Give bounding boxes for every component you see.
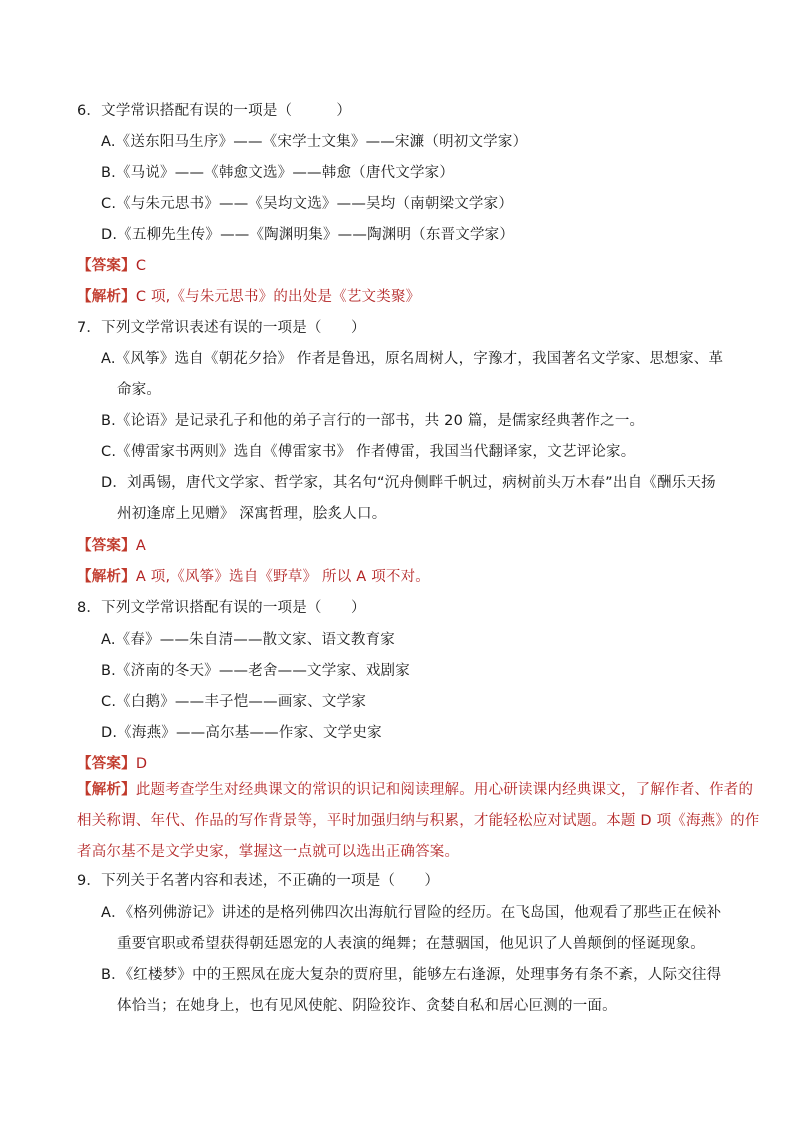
q8-analysis-line-2: 相关称谓、年代、作品的写作背景等，平时加强归纳与积累，才能轻松应对试题。本题 D 项《海燕》的作 (77, 813, 760, 829)
q6-option-d: D.《五柳先生传》——《陶渊明集》——陶渊明（东晋文学家） (101, 227, 515, 243)
answer-value: C (135, 258, 147, 274)
q6-option-c: C.《与朱元思书》——《吴均文选》——吴均（南朝梁文学家） (101, 196, 514, 212)
q8-stem: 8．下列文学常识搭配有误的一项是（ ） (77, 600, 366, 616)
q6-option-b: B.《马说》——《韩愈文选》——韩愈（唐代文学家） (101, 165, 455, 181)
q8-answer (77, 754, 147, 774)
q7-option-a: A.《风筝》选自《朝花夕拾》 作者是鲁迅，原名周树人，字豫才，我国著名文学家、思想家、革 (101, 351, 724, 367)
q6-option-a: A.《送东阳马生序》——《宋学士文集》——宋濂（明初文学家） (101, 134, 528, 150)
q9-option-b: B．《红楼梦》中的王熙凤在庞大复杂的贾府里，能够左右逢源，处理事务有条不紊，人际交往得 (101, 967, 722, 983)
q7-option-d-cont: 州初逢席上见赠》 深寓哲理，脍炙人口。 (117, 506, 387, 522)
analysis-tag: 【解析】 (77, 289, 136, 305)
q7-answer (77, 536, 146, 556)
q7-option-c: C.《傅雷家书两则》选自《傅雷家书》 作者傅雷，我国当代翻译家，文艺评论家。 (101, 444, 636, 460)
q6-stem: 6．文学常识搭配有误的一项是（ ） (77, 103, 352, 119)
q8-analysis-line-3: 者高尔基不是文学史家，掌握这一点就可以选出正确答案。 (77, 844, 460, 860)
q9-option-a: A．《格列佛游记》讲述的是格列佛四次出海航行冒险的经历。在飞岛国，他观看了那些正在候补 (101, 905, 722, 921)
answer-tag: 【答案】 (77, 756, 136, 772)
q7-option-d: D．刘禹锡，唐代文学家、哲学家，其名句“沉舟侧畔千帆过，病树前头万木春”出自《酬乐天扬 (101, 475, 716, 491)
q8-option-b: B.《济南的冬天》——老舍——文学家、戏剧家 (101, 663, 410, 679)
q8-option-a: A.《春》——朱自清——散文家、语文教育家 (101, 632, 395, 648)
q9-stem: 9．下列关于名著内容和表述，不正确的一项是（ ） (77, 873, 440, 889)
q6-answer (77, 256, 146, 276)
analysis-tag: 【解析】 (77, 782, 136, 798)
q7-option-b: B.《论语》是记录孔子和他的弟子言行的一部书，共 20 篇，是儒家经典著作之一。 (101, 413, 645, 429)
q7-option-a-cont: 命家。 (117, 382, 162, 398)
analysis-tag: 【解析】 (77, 569, 136, 585)
q8-option-c: C.《白鹅》——丰子恺——画家、文学家 (101, 694, 367, 710)
q7-stem: 7．下列文学常识表述有误的一项是（ ） (77, 320, 366, 336)
q8-analysis (77, 780, 753, 800)
q7-analysis (77, 567, 430, 587)
q8-option-d: D.《海燕》——高尔基——作家、文学史家 (101, 725, 382, 741)
analysis-text: 此题考查学生对经典课文的常识的识记和阅读理解。用心研读课内经典课文，了解作者、作者的 (135, 782, 754, 798)
q9-option-b-cont: 体恰当；在她身上，也有见风使舵、阴险狡诈、贪婪自私和居心叵测的一面。 (117, 998, 617, 1014)
analysis-text: A 项,《风筝》选自《野草》 所以 A 项不对。 (135, 569, 430, 585)
analysis-text: C 项,《与朱元思书》的出处是《艺文类聚》 (135, 289, 421, 305)
answer-tag: 【答案】 (77, 258, 136, 274)
answer-value: A (135, 538, 146, 554)
q6-analysis (77, 287, 420, 307)
answer-value: D (135, 756, 148, 772)
q9-option-a-cont: 重要官职或希望获得朝廷恩宠的人表演的绳舞；在慧骃国，他见识了人兽颠倒的怪诞现象。 (117, 936, 705, 952)
answer-tag: 【答案】 (77, 538, 136, 554)
